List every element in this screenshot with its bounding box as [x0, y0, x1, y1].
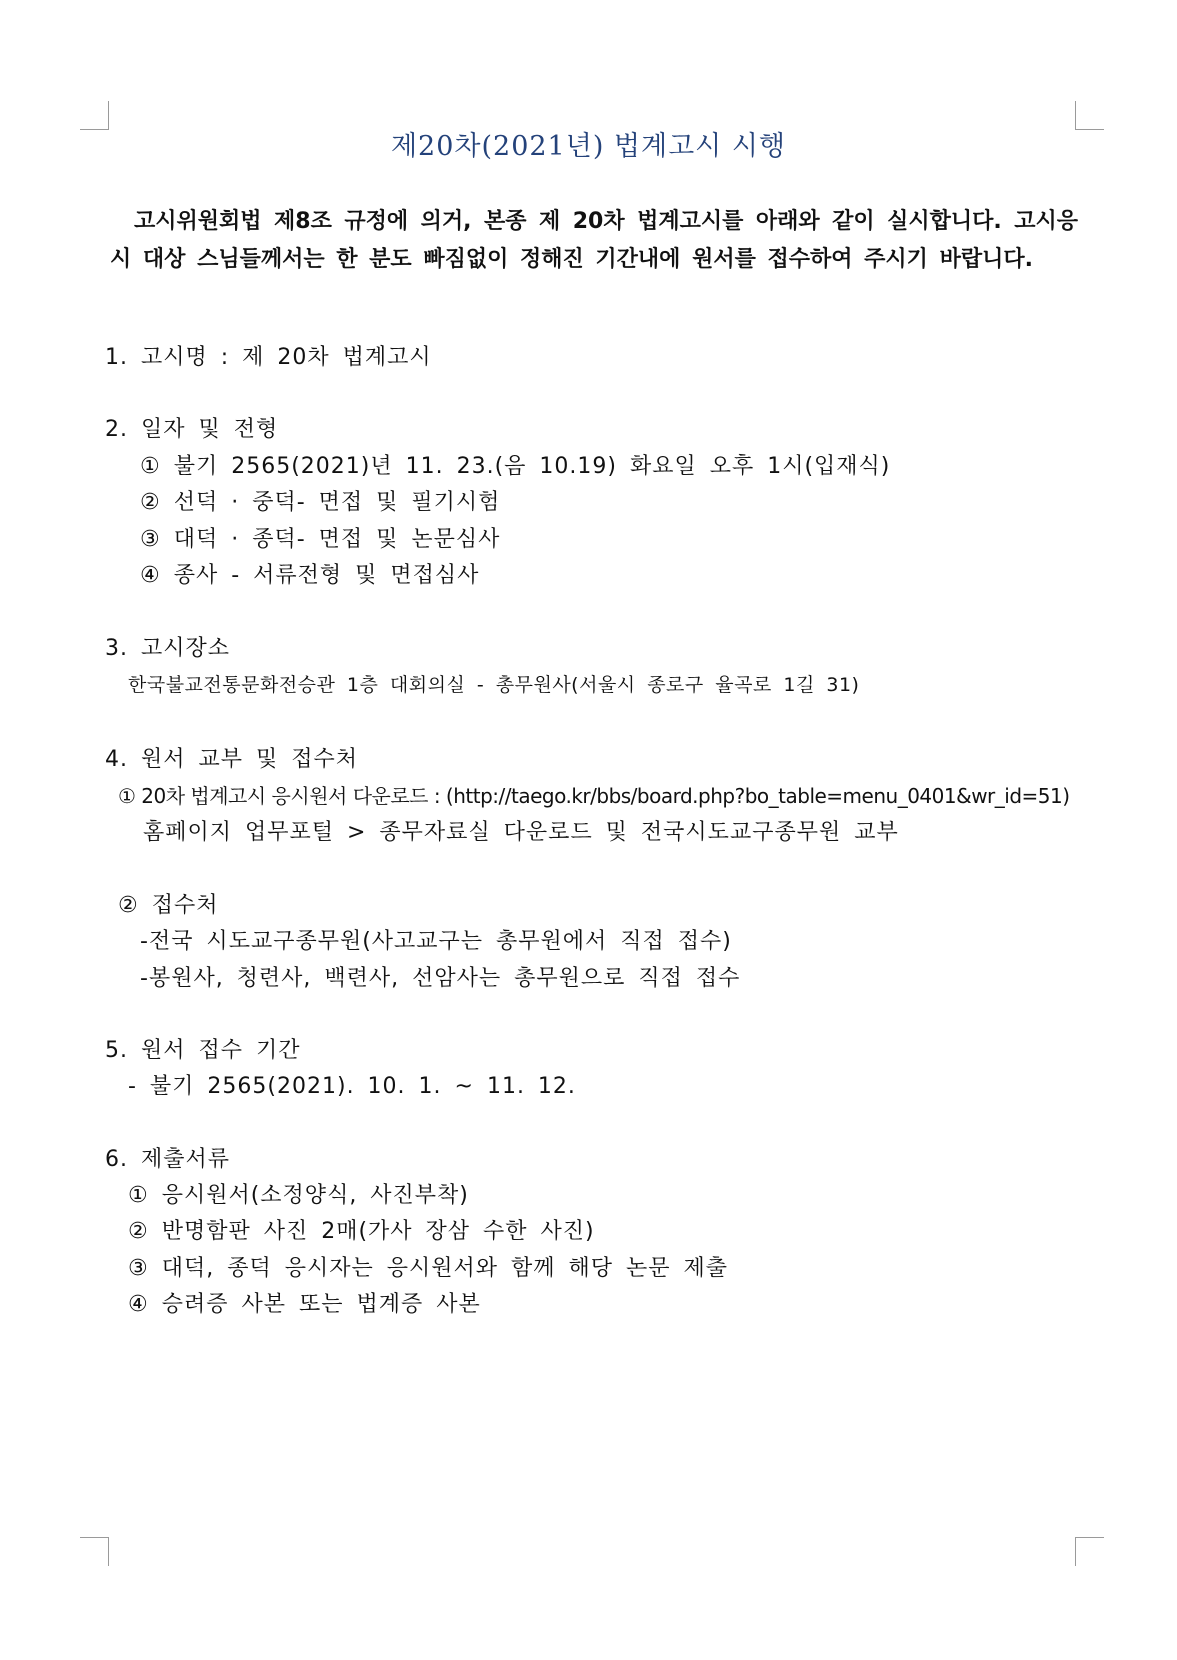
section-5-heading: 5. 원서 접수 기간	[105, 1038, 301, 1063]
section-3-venue: 한국불교전통문화전승관 1층 대회의실 - 총무원사(서울시 종로구 율곡로 1길 31)	[128, 674, 860, 696]
section-4-download-sub: 홈페이지 업무포털 > 종무자료실 다운로드 및 전국시도교구종무원 교부	[143, 820, 899, 845]
section-6-item-4: ④ 승려증 사본 또는 법계증 사본	[128, 1292, 481, 1317]
crop-mark-bottom-right	[1075, 1537, 1104, 1566]
section-2-item-1: ① 불기 2565(2021)년 11. 23.(음 10.19) 화요일 오후 1시(입재식)	[140, 454, 891, 479]
section-5-period: - 불기 2565(2021). 10. 1. ~ 11. 12.	[128, 1074, 576, 1099]
intro-paragraph: 고시위원회법 제8조 규정에 의거, 본종 제 20차 법계고시를 아래와 같이 실시합니다. 고시응시 대상 스님들께서는 한 분도 빠짐없이 정해진 기간내에 원서를 접수하여 주시기 바랍니다.	[110, 209, 1078, 272]
section-4-reception-item: ② 접수처	[118, 893, 219, 918]
section-4-reception-line-1: -전국 시도교구종무원(사고교구는 총무원에서 직접 접수)	[140, 929, 732, 954]
section-2-item-2: ② 선덕 · 중덕- 면접 및 필기시험	[140, 490, 501, 515]
section-6-item-1: ① 응시원서(소정양식, 사진부착)	[128, 1183, 469, 1208]
section-4-heading: 4. 원서 교부 및 접수처	[105, 747, 358, 772]
section-1-exam-name: 1. 고시명 : 제 20차 법계고시	[105, 345, 432, 370]
section-6-item-3: ③ 대덕, 종덕 응시자는 응시원서와 함께 해당 논문 제출	[128, 1256, 728, 1281]
section-2-heading: 2. 일자 및 전형	[105, 417, 279, 442]
crop-mark-bottom-left	[80, 1537, 109, 1566]
section-6-item-2: ② 반명함판 사진 2매(가사 장삼 수한 사진)	[128, 1219, 595, 1244]
section-3-heading: 3. 고시장소	[105, 636, 230, 661]
section-4-download-item: ① 20차 법계고시 응시원서 다운로드 : (http://taego.kr/bbs/board.php?bo_table=menu_0401&wr_id=51)	[118, 784, 1070, 808]
section-2-item-4: ④ 종사 - 서류전형 및 면접심사	[140, 563, 480, 588]
section-2-item-3: ③ 대덕 · 종덕- 면접 및 논문심사	[140, 527, 501, 552]
document-title: 제20차(2021년) 법계고시 시행	[390, 131, 787, 162]
section-6-heading: 6. 제출서류	[105, 1147, 230, 1172]
section-4-reception-line-2: -봉원사, 청련사, 백련사, 선암사는 총무원으로 직접 접수	[140, 966, 741, 991]
